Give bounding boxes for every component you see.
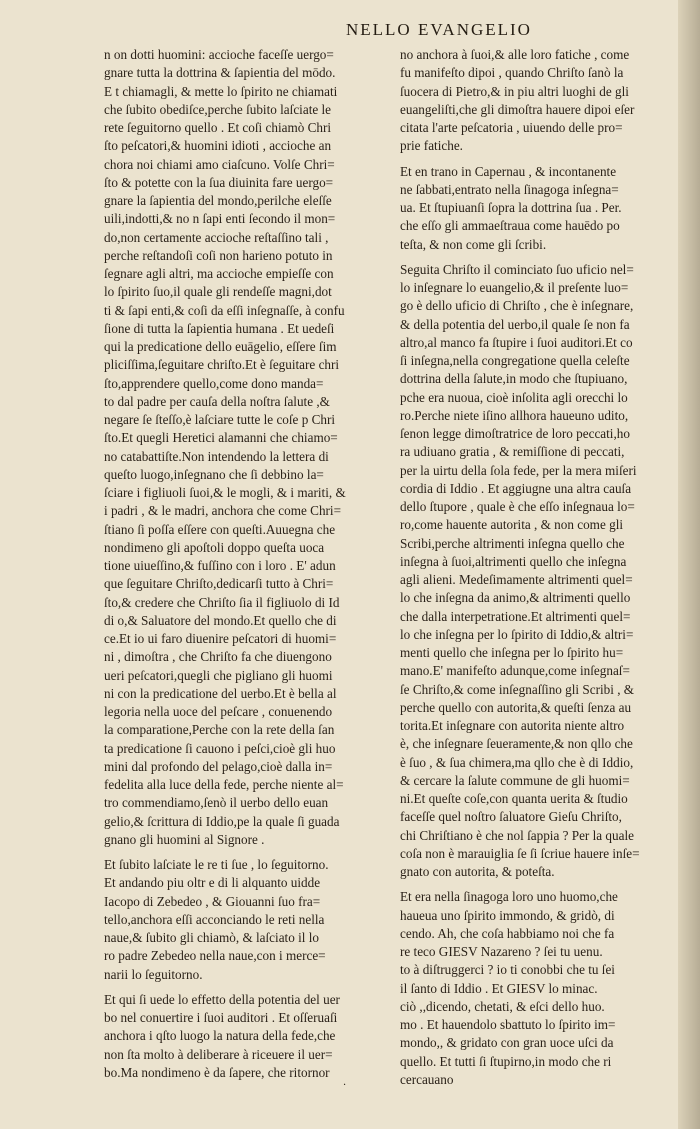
text-line: anchora i qſto luogo la natura della fede,che — [104, 1028, 336, 1044]
text-line: & della potentia del uerbo,il quale ſe non fa — [400, 316, 630, 332]
text-line: euangeliſti,che gli dimoſtra hauere dipoi eſer — [400, 101, 635, 117]
text-line: tello,anchora eſſi acconciando le reti nella — [104, 911, 325, 927]
text-line: torita.Et inſegnare con autorita niente altro — [400, 718, 625, 733]
left-column-paragraph — [104, 46, 392, 849]
text-line: que ſeguitare Chriſto,dedicarſi tutto à Chri= — [104, 576, 334, 592]
text-line: teſta, & non come gli ſcribi. — [400, 236, 547, 252]
text-line: mondo,, & gridato con gran uoce uſci da — [400, 1035, 614, 1051]
text-line: di o,& Saluatore del mondo.Et quello che di — [104, 612, 337, 628]
text-line: tione uiueſſino,& fuſſino con i loro . E' adun — [104, 558, 336, 573]
left-column — [104, 46, 392, 1082]
text-line: cercauano — [400, 1071, 454, 1087]
left-column-paragraph — [104, 856, 392, 984]
text-line: che dalla interpetratione.Et altrimenti quel= — [400, 608, 631, 624]
right-column — [400, 46, 682, 1089]
text-line: i padri , & le madri, anchora che come Chri= — [104, 503, 342, 519]
text-line: ra udiuano gratia , & remiſſione di peccati, — [400, 444, 625, 460]
text-line: legoria nella uoce del peſcare , conuenendo — [104, 704, 333, 719]
text-line: queſto luogo,inſegnano che ſi debbino la= — [104, 466, 324, 482]
text-line: naue,& ſubito gli chiamò, & laſciato il lo — [104, 930, 319, 945]
text-line: lo ſpirito ſuo,il quale gli rendeſſe magni,dot — [104, 284, 332, 300]
text-line: ſto,apprendere quello,come dono manda= — [104, 375, 324, 391]
text-line: bo nel conuertire i ſuoi auditori . Et oſſeruaſi — [104, 1010, 338, 1025]
text-line: to dal padre per cauſa della noſtra ſalute ,& — [104, 393, 330, 409]
text-line: fu manifeſto dipoi , quando Chriſto ſanò la — [400, 65, 624, 81]
text-line: che ſubito obediſce,perche ſubito laſciate le — [104, 101, 332, 117]
text-line: pche era nuoua, cioè inſolita agli orecchi lo — [400, 389, 628, 405]
text-line: gnato con autorita, & poteſta. — [400, 864, 555, 879]
text-line: haueua uno ſpirito immondo, & gridò, di — [400, 907, 615, 923]
text-line: gnare la ſapientia del mondo,perilche eleſſe — [104, 193, 332, 208]
text-line: è ſuo , & ſua chimera,ma qllo che è di Iddio, — [400, 754, 634, 770]
text-line: pliciſſima,ſeguitare chriſto.Et è ſeguitare chri — [104, 357, 340, 373]
text-line: ſtiano ſi poſſa eſſere con queſti.Auuegna che — [104, 521, 336, 537]
text-line: ſenon legge dimoſtratrice de loro peccati,ho — [400, 426, 630, 441]
text-line: rete ſeguitorno quello . Et coſi chiamò Chri — [104, 120, 332, 135]
text-line: ſto & potette con la ſua diuinita fare uergo= — [104, 174, 334, 190]
text-line: chi Chriſtiano è che nol ſappia ? Per la quale — [400, 827, 634, 843]
text-line: ni con la predicatione del uerbo.Et è bella al — [104, 685, 337, 701]
footer-mark: · — [343, 1080, 347, 1091]
text-line: ſuocera di Pietro,& in piu altri luoghi de gli — [400, 83, 629, 99]
text-line: perche reſtandoſi coſi non harieno potuto in — [104, 247, 333, 263]
text-line: no anchora à ſuoi,& alle loro fatiche , come — [400, 47, 630, 62]
text-line: ciò ,,dicendo, chetati, & eſci dello huo. — [400, 998, 605, 1014]
right-column-paragraph — [400, 261, 682, 882]
text-line: Scribi,perche altrimenti inſegna quello che — [400, 535, 625, 551]
text-line: è, che inſegnare ſeueramente,& non qllo che — [400, 736, 633, 752]
text-line: qui la predicatione dello euāgelio, eſſere ſim — [104, 339, 337, 354]
text-line: dello ſtupore , quale è che eſſo inſegnaua lo= — [400, 499, 635, 514]
text-line: la comparatione,Perche con la rete della ſan — [104, 722, 335, 738]
text-line: ſciare i figliuoli ſuoi,& le mogli, & i mariti, & — [104, 485, 346, 500]
text-line: bo.Ma nondimeno è da ſapere, che ritornor — [104, 1064, 330, 1080]
text-line: ce.Et io ui faro diuenire peſcatori di huomi= — [104, 631, 337, 646]
text-line: faceſſe quel noſtro ſaluatore Gieſu Chriſto, — [400, 809, 622, 825]
text-line: n on dotti huomini: accioche faceſſe uergo= — [104, 47, 334, 62]
text-line: no catabattiſte.Non intendendo la lettera di — [104, 448, 329, 464]
text-line: do,non certamente accioche reſtaſſino tali , — [104, 229, 329, 245]
right-column-paragraph — [400, 163, 682, 254]
text-line: gelio,& ſcrittura di Iddio,pe la quale ſi guada — [104, 813, 340, 829]
text-line: prie fatiche. — [400, 138, 463, 154]
text-line: Seguita Chriſto il cominciato ſuo uficio nel= — [400, 261, 634, 277]
text-line: ſe Chriſto,& come inſegnaſſino gli Scribi , & — [400, 681, 635, 697]
text-line: coſa non è marauiglia ſe ſi ſcriue hauere inſe= — [400, 845, 640, 861]
text-line: ua. Et ſtupiuanſi ſopra la dottrina ſua . Per. — [400, 200, 622, 215]
text-line: tro commendiamo,ſenò il uerbo dello euan — [104, 795, 329, 811]
text-line: re teco GIESV Nazareno ? ſei tu uenu. — [400, 944, 603, 959]
text-line: ueri peſcatori,quegli che pigliano gli huomi — [104, 667, 333, 683]
text-line: ſi inſegna,nella congregatione quella celeſte — [400, 353, 630, 368]
text-line: Et andando piu oltr e di li alquanto uidde — [104, 875, 321, 891]
text-line: Et en trano in Capernau , & incontanente — [400, 163, 617, 179]
text-line: menti quello che inſegna per lo ſpirito hu= — [400, 645, 624, 660]
text-line: ta predicatione ſi cauono i peſci,cioè gli huo — [104, 740, 336, 756]
text-line: dottrina della ſalute,in modo che ſtupiuano, — [400, 371, 628, 387]
text-line: Et ſubito laſciate le re ti ſue , lo ſeguitorno. — [104, 857, 329, 872]
text-line: citata l'arte peſcatoria , uiuendo delle pro= — [400, 120, 623, 135]
text-line: ſto peſcatori,& huomini idioti , accioche an — [104, 138, 332, 154]
text-line: go è dello uficio di Chriſto , che è inſegnare, — [400, 298, 634, 314]
text-line: narii lo ſeguitorno. — [104, 966, 203, 982]
text-line: ſto.Et quegli Heretici alamanni che chiamo= — [104, 430, 338, 446]
text-line: non ſta molto à deliberare à riceuere il uer= — [104, 1046, 333, 1062]
text-line: mano.E' manifeſto adunque,come inſegnaſ= — [400, 663, 630, 679]
text-line: gnano gli huomini al Signore . — [104, 831, 265, 847]
right-column-paragraph — [400, 46, 682, 156]
text-line: cordia di Iddio . Et aggiugne una altra cauſa — [400, 480, 632, 496]
text-line: agli alieni. Medeſimamente altrimenti quel= — [400, 572, 633, 587]
text-line: mini dal profondo del pelago,cioè dalla in= — [104, 758, 333, 774]
text-line: ſto,& credere che Chriſto ſia il figliuolo di Id — [104, 594, 340, 610]
text-line: il ſanto di Iddio . Et GIESV lo minac. — [400, 980, 598, 996]
text-line: uili,indotti,& no n ſapi enti ſecondo il mon= — [104, 211, 336, 227]
text-line: ſione di tutta la ſapientia humana . Et uedeſi — [104, 320, 335, 336]
text-line: E t chiamagli, & mette lo ſpirito ne chiamati — [104, 83, 338, 99]
text-line: ni.Et queſte coſe,con quanta uerita & ſtudio — [400, 791, 628, 806]
text-line: ro.Perche niete iſino allhora haueuno udito, — [400, 407, 629, 423]
text-line: lo che inſegna da animo,& altrimenti quello — [400, 590, 631, 606]
text-line: ro,come hauente autorita , & non come gli — [400, 517, 624, 533]
text-line: lo che inſegna per lo ſpirito di Iddio,& altri= — [400, 626, 634, 642]
text-line: inſegna à ſuoi,altrimenti quello che inſegna — [400, 553, 627, 569]
text-line: altro,al manco fa ſtupire i ſuoi auditori.Et co — [400, 334, 633, 350]
text-line: lo inſegnare lo euangelio,& il preſente luo= — [400, 280, 629, 295]
text-line: mo . Et hauendolo sbattuto lo ſpirito im= — [400, 1017, 616, 1032]
text-line: perche quello con autorita,& queſti ſenza au — [400, 699, 632, 715]
text-line: fedelita alla luce della fede, perche niente al= — [104, 777, 344, 792]
text-line: Et era nella ſinagoga loro uno huomo,che — [400, 889, 618, 905]
text-line: quello. Et tutti ſi ſtupirno,in modo che ri — [400, 1053, 612, 1069]
text-line: ſegnare agli altri, ma accioche empieſſe con — [104, 266, 334, 281]
right-column-paragraph — [400, 888, 682, 1089]
text-line: Et qui ſi uede lo effetto della potentia del uer — [104, 991, 340, 1007]
text-line: negare ſe ſteſſo,è laſciare tutte le coſe p Chri — [104, 412, 336, 427]
text-line: per la uirtu della ſola fede, per la mera miſeri — [400, 462, 637, 478]
text-line: & cercare la ſalute commune de gli huomi= — [400, 772, 630, 788]
left-column-paragraph — [104, 991, 392, 1082]
text-line: che eſſo gli ammaeſtraua come hauēdo po — [400, 218, 620, 234]
text-line: nondimeno gli apoſtoli doppo queſta uoca — [104, 539, 325, 555]
text-line: cendo. Ah, che coſa habbiamo noi che fa — [400, 925, 615, 941]
text-line: ni , dimoſtra , che Chriſto fa che diuengono — [104, 649, 332, 665]
text-line: chora noi chiami amo ciaſcuno. Volſe Chri= — [104, 156, 335, 172]
text-line: to à diſtruggerci ? io ti conobbi che tu ſei — [400, 962, 615, 978]
text-line: ti & ſapi enti,& coſi da eſſi inſegnaſſe, à confu — [104, 302, 345, 318]
text-line: ne ſabbati,entrato nella ſinagoga inſegna= — [400, 181, 619, 197]
text-line: ro padre Zebedeo nella naue,con i merce= — [104, 948, 326, 964]
text-line: Iacopo di Zebedeo , & Giouanni ſuo fra= — [104, 893, 321, 909]
text-line: gnare tutta la dottrina & ſapientia del mōdo. — [104, 65, 336, 81]
running-head: NELLO EVANGELIO — [346, 20, 532, 39]
